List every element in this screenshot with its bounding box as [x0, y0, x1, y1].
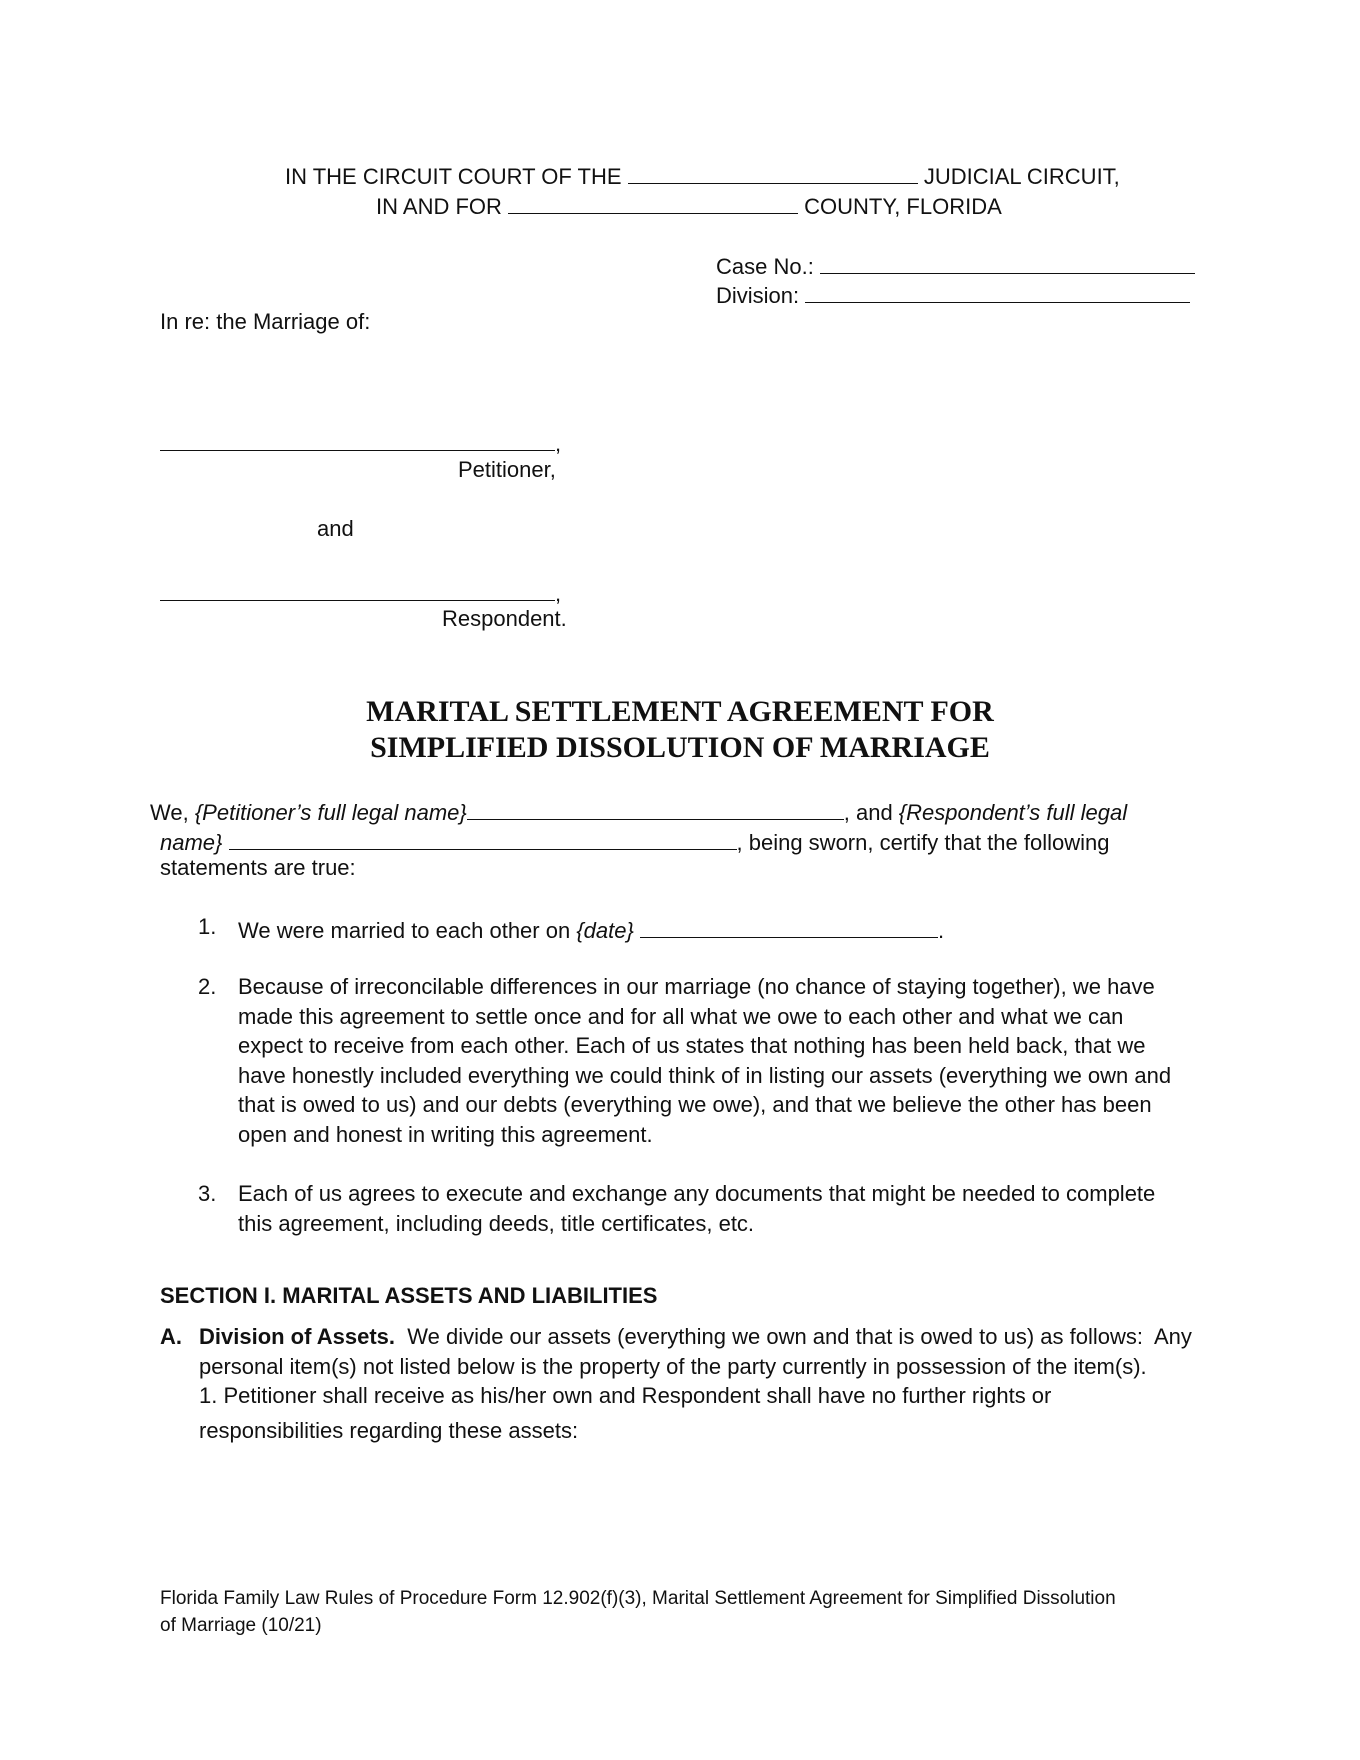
marriage-date-blank[interactable] — [640, 914, 938, 938]
section-a-text — [199, 1322, 1192, 1445]
respondent-name-line — [160, 577, 561, 607]
respondent-name-hint-2: name} — [160, 830, 223, 856]
intro-line-3: statements are true: — [160, 855, 356, 880]
item-2-number: 2. — [198, 974, 217, 999]
county-suffix: COUNTY, FLORIDA — [804, 194, 1002, 220]
item-3-text — [238, 1179, 1155, 1238]
section-a-line-4: responsibilities regarding these assets: — [199, 1417, 579, 1443]
item-3-line: Each of us agrees to execute and exchange any documents that might be needed to complete — [238, 1181, 1156, 1206]
case-number-line — [716, 250, 1195, 280]
item-2-line: expect to receive from each other. Each of us states that nothing has been held back, that we — [238, 1033, 1146, 1058]
footer-line-2: of Marriage (10/21) — [160, 1615, 322, 1636]
section-a-label — [160, 1324, 182, 1350]
section-a-line-2: personal item(s) not listed below is the property of the party currently in possession of the item(s). — [199, 1353, 1147, 1379]
item-2-line: have honestly included everything we could think of in listing our assets (everything we own and — [238, 1062, 1172, 1088]
circuit-number-blank[interactable] — [628, 160, 918, 184]
section-a-line-1 — [199, 1322, 1192, 1352]
petitioner-comma: , — [555, 431, 562, 457]
intro-line-2 — [160, 826, 1109, 856]
petitioner-label: Petitioner, — [458, 457, 556, 482]
respondent-name-hint-1: {Respondent’s full legal — [898, 800, 1128, 826]
petitioner-name-line — [160, 427, 561, 457]
item-2-line: made this agreement to settle once and for all what we owe to each other and what we can — [238, 1003, 1124, 1029]
case-number-label: Case No.: — [716, 254, 814, 280]
intro-we: We, — [150, 800, 195, 826]
item-2-line: Because of irreconcilable differences in our marriage (no chance of staying together), we have — [238, 974, 1155, 999]
court-line-1 — [285, 160, 1120, 190]
county-name-blank[interactable] — [508, 190, 798, 214]
document-title-line-1: MARITAL SETTLEMENT AGREEMENT FOR — [366, 695, 994, 728]
division-of-assets-title: Division of Assets. — [199, 1324, 396, 1349]
document-title-line-2: SIMPLIFIED DISSOLUTION OF MARRIAGE — [370, 731, 990, 764]
item-1-suffix: . — [937, 918, 945, 944]
court-line-2 — [376, 190, 1002, 220]
footer-line-1: Florida Family Law Rules of Procedure Form 12.902(f)(3), Marital Settlement Agreement for Simplified Dissolution — [160, 1588, 1116, 1609]
item-1-text — [238, 914, 944, 944]
date-hint: {date} — [576, 918, 634, 944]
respondent-comma: , — [555, 581, 562, 607]
section-a-letter: A. — [160, 1324, 182, 1349]
item-2-text — [238, 972, 1171, 1149]
intro-respondent-blank[interactable] — [229, 826, 737, 850]
intro-sworn-text: , being sworn, certify that the following — [736, 830, 1110, 856]
item-2-line: open and honest in writing this agreement. — [238, 1121, 653, 1147]
item-2-line: that is owed to us) and our debts (everything we owe), and that we believe the other has been — [238, 1092, 1152, 1117]
petitioner-name-blank[interactable] — [160, 427, 555, 451]
court-circuit-prefix: IN THE CIRCUIT COURT OF THE — [285, 164, 622, 190]
division-of-assets-text: We divide our assets (everything we own and that is owed to us) as follows: Any — [395, 1324, 1192, 1349]
form-footer — [160, 1585, 1116, 1639]
item-3-line: this agreement, including deeds, title certificates, etc. — [238, 1210, 755, 1236]
division-line — [716, 279, 1190, 309]
item-1-prefix: We were married to each other on — [238, 918, 577, 944]
section-heading: SECTION I. MARITAL ASSETS AND LIABILITIES — [160, 1283, 658, 1308]
division-label: Division: — [716, 283, 800, 309]
court-circuit-suffix: JUDICIAL CIRCUIT, — [923, 164, 1120, 190]
intro-and: , and — [843, 800, 899, 826]
county-prefix: IN AND FOR — [376, 194, 502, 220]
intro-line-1 — [150, 796, 1127, 826]
respondent-label: Respondent. — [442, 606, 567, 631]
item-3-number: 3. — [198, 1181, 217, 1206]
case-number-blank[interactable] — [820, 250, 1195, 274]
and-text: and — [317, 516, 354, 541]
section-a-line-3: 1. Petitioner shall receive as his/her own and Respondent shall have no further rights or — [199, 1383, 1052, 1408]
respondent-name-blank[interactable] — [160, 577, 555, 601]
item-1-number: 1. — [198, 914, 217, 939]
intro-petitioner-blank[interactable] — [467, 796, 844, 820]
petitioner-name-hint: {Petitioner’s full legal name} — [194, 800, 467, 826]
in-re-marriage: In re: the Marriage of: — [160, 309, 371, 334]
division-blank[interactable] — [805, 279, 1190, 303]
